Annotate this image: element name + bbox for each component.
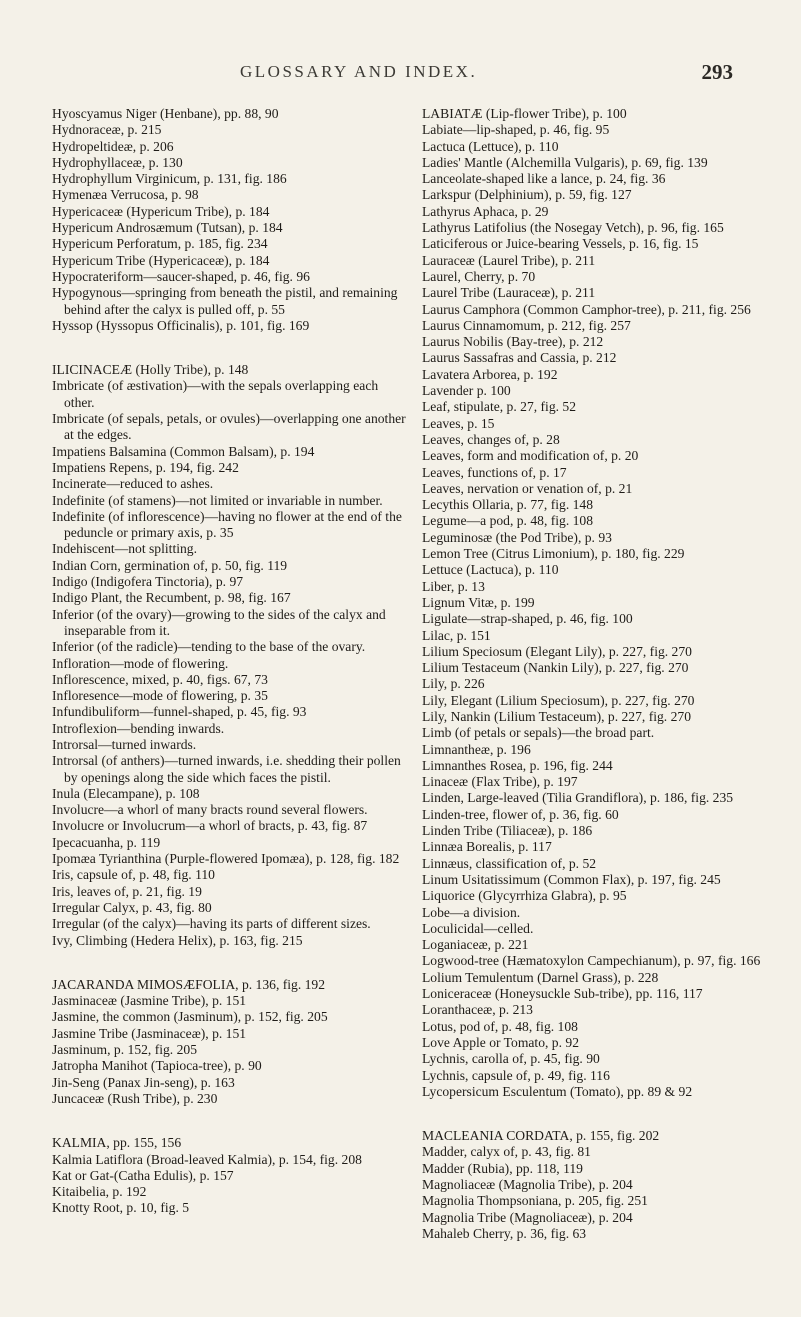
index-entry: Liquorice (Glycyrrhiza Glabra), p. 95 xyxy=(422,888,627,904)
index-entry: Inferior (of the ovary)—growing to the sides of the calyx and inseparable from it. xyxy=(52,606,386,638)
index-entry: Leaf, stipulate, p. 27, fig. 52 xyxy=(422,399,577,415)
index-entry: Laticiferous or Juice-bearing Vessels, p. 16, fig. 15 xyxy=(422,236,699,252)
index-entry: Indehiscent—not splitting. xyxy=(52,541,197,557)
index-entry: Jatropha Manihot (Tapioca-tree), p. 90 xyxy=(52,1058,262,1074)
index-entry: Ligulate—strap-shaped, p. 46, fig. 100 xyxy=(422,611,633,627)
letter-group-gap xyxy=(422,1100,768,1128)
index-entry: Laurel Tribe (Lauraceæ), p. 211 xyxy=(422,285,596,301)
index-entry: Logwood-tree (Hæmatoxylon Campechianum), p. 97, fig. 166 xyxy=(422,953,761,969)
index-entry: Inula (Elecampane), p. 108 xyxy=(52,785,200,801)
index-entry: Hypogynous—springing from beneath the pistil, and remaining behind after the calyx is pulled off, p. 55 xyxy=(52,285,398,317)
index-entry: Madder (Rubia), pp. 118, 119 xyxy=(422,1160,583,1176)
index-entry: LABIATÆ (Lip-flower Tribe), p. 100 xyxy=(422,106,627,121)
index-entry: Infloration—mode of flowering. xyxy=(52,655,229,671)
index-entry: Laurel, Cherry, p. 70 xyxy=(422,268,536,284)
index-entry: Impatiens Repens, p. 194, fig. 242 xyxy=(52,459,239,475)
index-entry: Ladies' Mantle (Alchemilla Vulgaris), p. 69, fig. 139 xyxy=(422,154,708,170)
index-entry: Lilium Speciosum (Elegant Lily), p. 227, fig. 270 xyxy=(422,643,692,659)
index-entry: Laurus Camphora (Common Camphor-tree), p. 211, fig. 256 xyxy=(422,301,751,317)
index-entry: Lactuca (Lettuce), p. 110 xyxy=(422,138,559,154)
index-entry: Lycopersicum Esculentum (Tomato), pp. 89 & 92 xyxy=(422,1083,693,1099)
index-entry: Kalmia Latiflora (Broad-leaved Kalmia), p. 154, fig. 208 xyxy=(52,1151,362,1167)
index-entry: Iris, leaves of, p. 21, fig. 19 xyxy=(52,883,202,899)
index-entry: Involucre or Involucrum—a whorl of bracts, p. 43, fig. 87 xyxy=(52,818,368,834)
index-entry: Hydnoraceæ, p. 215 xyxy=(52,122,162,138)
index-entry: Irregular Calyx, p. 43, fig. 80 xyxy=(52,899,212,915)
index-entry: MACLEANIA CORDATA, p. 155, fig. 202 xyxy=(422,1128,660,1144)
index-entry: Impatiens Balsamina (Common Balsam), p. 194 xyxy=(52,443,315,459)
running-title: GLOSSARY AND INDEX. xyxy=(240,62,478,81)
index-entry: Lathyrus Aphaca, p. 29 xyxy=(422,203,549,219)
index-entry: Leaves, form and modification of, p. 20 xyxy=(422,448,639,464)
index-entry: Lily, Elegant (Lilium Speciosum), p. 227, fig. 270 xyxy=(422,692,695,708)
index-entry: Hypericaceæ (Hypericum Tribe), p. 184 xyxy=(52,203,270,219)
index-entry: Lavender p. 100 xyxy=(422,383,511,399)
index-entry: Lobe—a division. xyxy=(422,904,521,920)
index-entry: Linnæa Borealis, p. 117 xyxy=(422,839,552,855)
index-entry: Introrsal—turned inwards. xyxy=(52,736,197,752)
index-entry: Leaves, p. 15 xyxy=(422,415,495,431)
index-entry: Lilac, p. 151 xyxy=(422,627,491,643)
index-entry: Incinerate—reduced to ashes. xyxy=(52,476,214,492)
index-entry: Jasmine Tribe (Jasminaceæ), p. 151 xyxy=(52,1025,247,1041)
index-entry: Hypericum Perforatum, p. 185, fig. 234 xyxy=(52,236,268,252)
index-entry: Lily, Nankin (Lilium Testaceum), p. 227, fig. 270 xyxy=(422,708,691,724)
index-entry: Leaves, functions of, p. 17 xyxy=(422,464,567,480)
index-entry: Loganiaceæ, p. 221 xyxy=(422,937,529,953)
index-entry: Lecythis Ollaria, p. 77, fig. 148 xyxy=(422,497,594,513)
index-entry: Indigo Plant, the Recumbent, p. 98, fig. 167 xyxy=(52,590,291,606)
index-entry: Lychnis, capsule of, p. 49, fig. 116 xyxy=(422,1067,610,1083)
index-entry: Limnantheæ, p. 196 xyxy=(422,741,531,757)
index-entry: Jasmine, the common (Jasminum), p. 152, fig. 205 xyxy=(52,1009,328,1025)
index-entry: Lathyrus Latifolius (the Nosegay Vetch), p. 96, fig. 165 xyxy=(422,220,724,236)
index-entry: Laurus Nobilis (Bay-tree), p. 212 xyxy=(422,334,604,350)
index-entry: Inflorescence, mixed, p. 40, figs. 67, 73 xyxy=(52,671,268,687)
index-entry: Linden Tribe (Tiliaceæ), p. 186 xyxy=(422,823,593,839)
index-entry: Magnoliaceæ (Magnolia Tribe), p. 204 xyxy=(422,1177,633,1192)
index-entry: Leaves, changes of, p. 28 xyxy=(422,431,560,447)
index-entry: Love Apple or Tomato, p. 92 xyxy=(422,1034,579,1050)
index-entry: Kitaibelia, p. 192 xyxy=(52,1184,147,1200)
index-column-left xyxy=(52,106,408,1217)
index-entry: Lavatera Arborea, p. 192 xyxy=(422,366,558,382)
index-entry: Jasminum, p. 152, fig. 205 xyxy=(52,1042,197,1058)
index-entry: Leguminosæ (the Pod Tribe), p. 93 xyxy=(422,529,612,545)
index-entry: Indigo (Indigofera Tinctoria), p. 97 xyxy=(52,574,244,590)
index-entry: Lemon Tree (Citrus Limonium), p. 180, fig. 229 xyxy=(422,546,685,562)
index-entry: Lily, p. 226 xyxy=(422,676,485,692)
index-entry: Hypericum Tribe (Hypericaceæ), p. 184 xyxy=(52,252,270,268)
index-entry: Indian Corn, germination of, p. 50, fig. 119 xyxy=(52,557,288,573)
index-entry: Hyssop (Hyssopus Officinalis), p. 101, fig. 169 xyxy=(52,317,310,333)
index-entry: Linnæus, classification of, p. 52 xyxy=(422,855,597,871)
index-entry: Imbricate (of sepals, petals, or ovules)—overlapping one another at the edges. xyxy=(52,411,406,443)
index-entry: Lychnis, carolla of, p. 45, fig. 90 xyxy=(422,1051,600,1067)
index-entry: Labiate—lip-shaped, p. 46, fig. 95 xyxy=(422,122,610,138)
index-entry: Knotty Root, p. 10, fig. 5 xyxy=(52,1200,190,1216)
index-entry: Legume—a pod, p. 48, fig. 108 xyxy=(422,513,594,529)
index-entry: Lotus, pod of, p. 48, fig. 108 xyxy=(422,1018,578,1034)
index-entry: Introrsal (of anthers)—turned inwards, i.e. shedding their pollen by openings along the side which faces the pistil. xyxy=(52,753,401,785)
index-entry: Jasminaceæ (Jasmine Tribe), p. 151 xyxy=(52,993,247,1009)
index-entry: Juncaceæ (Rush Tribe), p. 230 xyxy=(52,1090,218,1106)
index-entry: Infundibuliform—funnel-shaped, p. 45, fig. 93 xyxy=(52,704,307,720)
page-header xyxy=(0,62,801,102)
index-entry: Liber, p. 13 xyxy=(422,578,485,594)
index-entry: Hymenæa Verrucosa, p. 98 xyxy=(52,187,199,203)
index-entry: Introflexion—bending inwards. xyxy=(52,720,225,736)
index-entry: Magnolia Thompsoniana, p. 205, fig. 251 xyxy=(422,1193,648,1209)
index-entry: Lilium Testaceum (Nankin Lily), p. 227, fig. 270 xyxy=(422,660,689,676)
index-entry: Irregular (of the calyx)—having its parts of different sizes. xyxy=(52,916,371,932)
index-entry: Ivy, Climbing (Hedera Helix), p. 163, fig. 215 xyxy=(52,932,303,948)
index-entry: Imbricate (of æstivation)—with the sepals overlapping each other. xyxy=(52,378,379,410)
index-entry: Hypericum Androsæmum (Tutsan), p. 184 xyxy=(52,220,283,236)
index-entry: Kat or Gat-(Catha Edulis), p. 157 xyxy=(52,1167,234,1183)
index-entry: Indefinite (of stamens)—not limited or invariable in number. xyxy=(52,492,383,508)
index-entry: Lolium Temulentum (Darnel Grass), p. 228 xyxy=(422,969,659,985)
index-entry: Lanceolate-shaped like a lance, p. 24, fig. 36 xyxy=(422,171,666,187)
index-entry: Involucre—a whorl of many bracts round several flowers. xyxy=(52,802,368,818)
index-entry: JACARANDA MIMOSÆFOLIA, p. 136, fig. 192 xyxy=(52,976,326,992)
index-entry: Loculicidal—celled. xyxy=(422,920,534,936)
index-entry: Lignum Vitæ, p. 199 xyxy=(422,594,535,610)
index-entry: Lauraceæ (Laurel Tribe), p. 211 xyxy=(422,252,596,268)
index-entry: Hyoscyamus Niger (Henbane), pp. 88, 90 xyxy=(52,106,279,121)
letter-group-gap xyxy=(52,1107,408,1135)
index-entry: Iris, capsule of, p. 48, fig. 110 xyxy=(52,867,215,883)
index-entry: KALMIA, pp. 155, 156 xyxy=(52,1135,182,1151)
index-entry: Hypocrateriform—saucer-shaped, p. 46, fig. 96 xyxy=(52,268,310,284)
index-entry: Magnolia Tribe (Magnoliaceæ), p. 204 xyxy=(422,1209,633,1225)
index-entry: Loranthaceæ, p. 213 xyxy=(422,1002,533,1018)
index-entry: Inferior (of the radicle)—tending to the base of the ovary. xyxy=(52,639,366,655)
index-entry: Lettuce (Lactuca), p. 110 xyxy=(422,562,559,578)
index-entry: Laurus Sassafras and Cassia, p. 212 xyxy=(422,350,617,366)
index-entry: Limb (of petals or sepals)—the broad part. xyxy=(422,725,655,741)
index-entry: Hydropeltideæ, p. 206 xyxy=(52,138,174,154)
index-entry: Linden-tree, flower of, p. 36, fig. 60 xyxy=(422,806,619,822)
index-entry: Jin-Seng (Panax Jin-seng), p. 163 xyxy=(52,1074,235,1090)
index-entry: Hydrophyllum Virginicum, p. 131, fig. 186 xyxy=(52,171,287,187)
index-entry: Limnanthes Rosea, p. 196, fig. 244 xyxy=(422,757,613,773)
index-entry: Ipecacuanha, p. 119 xyxy=(52,834,161,850)
index-entry: ILICINACEÆ (Holly Tribe), p. 148 xyxy=(52,362,249,378)
index-entry: Hydrophyllaceæ, p. 130 xyxy=(52,154,183,170)
index-entry: Linum Usitatissimum (Common Flax), p. 197, fig. 245 xyxy=(422,871,721,887)
letter-group-gap xyxy=(52,949,408,977)
index-entry: Loniceraceæ (Honeysuckle Sub-tribe), pp. 116, 117 xyxy=(422,986,703,1002)
letter-group-gap xyxy=(52,334,408,362)
page-number: 293 xyxy=(701,60,733,84)
index-column-right xyxy=(422,106,768,1242)
index-entry: Madder, calyx of, p. 43, fig. 81 xyxy=(422,1144,591,1160)
index-entry: Linden, Large-leaved (Tilia Grandiflora), p. 186, fig. 235 xyxy=(422,790,734,806)
index-entry: Larkspur (Delphinium), p. 59, fig. 127 xyxy=(422,187,632,203)
index-entry: Mahaleb Cherry, p. 36, fig. 63 xyxy=(422,1225,587,1241)
index-entry: Leaves, nervation or venation of, p. 21 xyxy=(422,480,633,496)
index-entry: Infloresence—mode of flowering, p. 35 xyxy=(52,688,268,704)
index-entry: Laurus Cinnamomum, p. 212, fig. 257 xyxy=(422,317,631,333)
index-entry: Ipomæa Tyrianthina (Purple-flowered Ipomæa), p. 128, fig. 182 xyxy=(52,851,400,867)
index-entry: Linaceæ (Flax Tribe), p. 197 xyxy=(422,774,578,790)
index-entry: Indefinite (of inflorescence)—having no flower at the end of the peduncle or primary axis, p. 35 xyxy=(52,508,402,541)
